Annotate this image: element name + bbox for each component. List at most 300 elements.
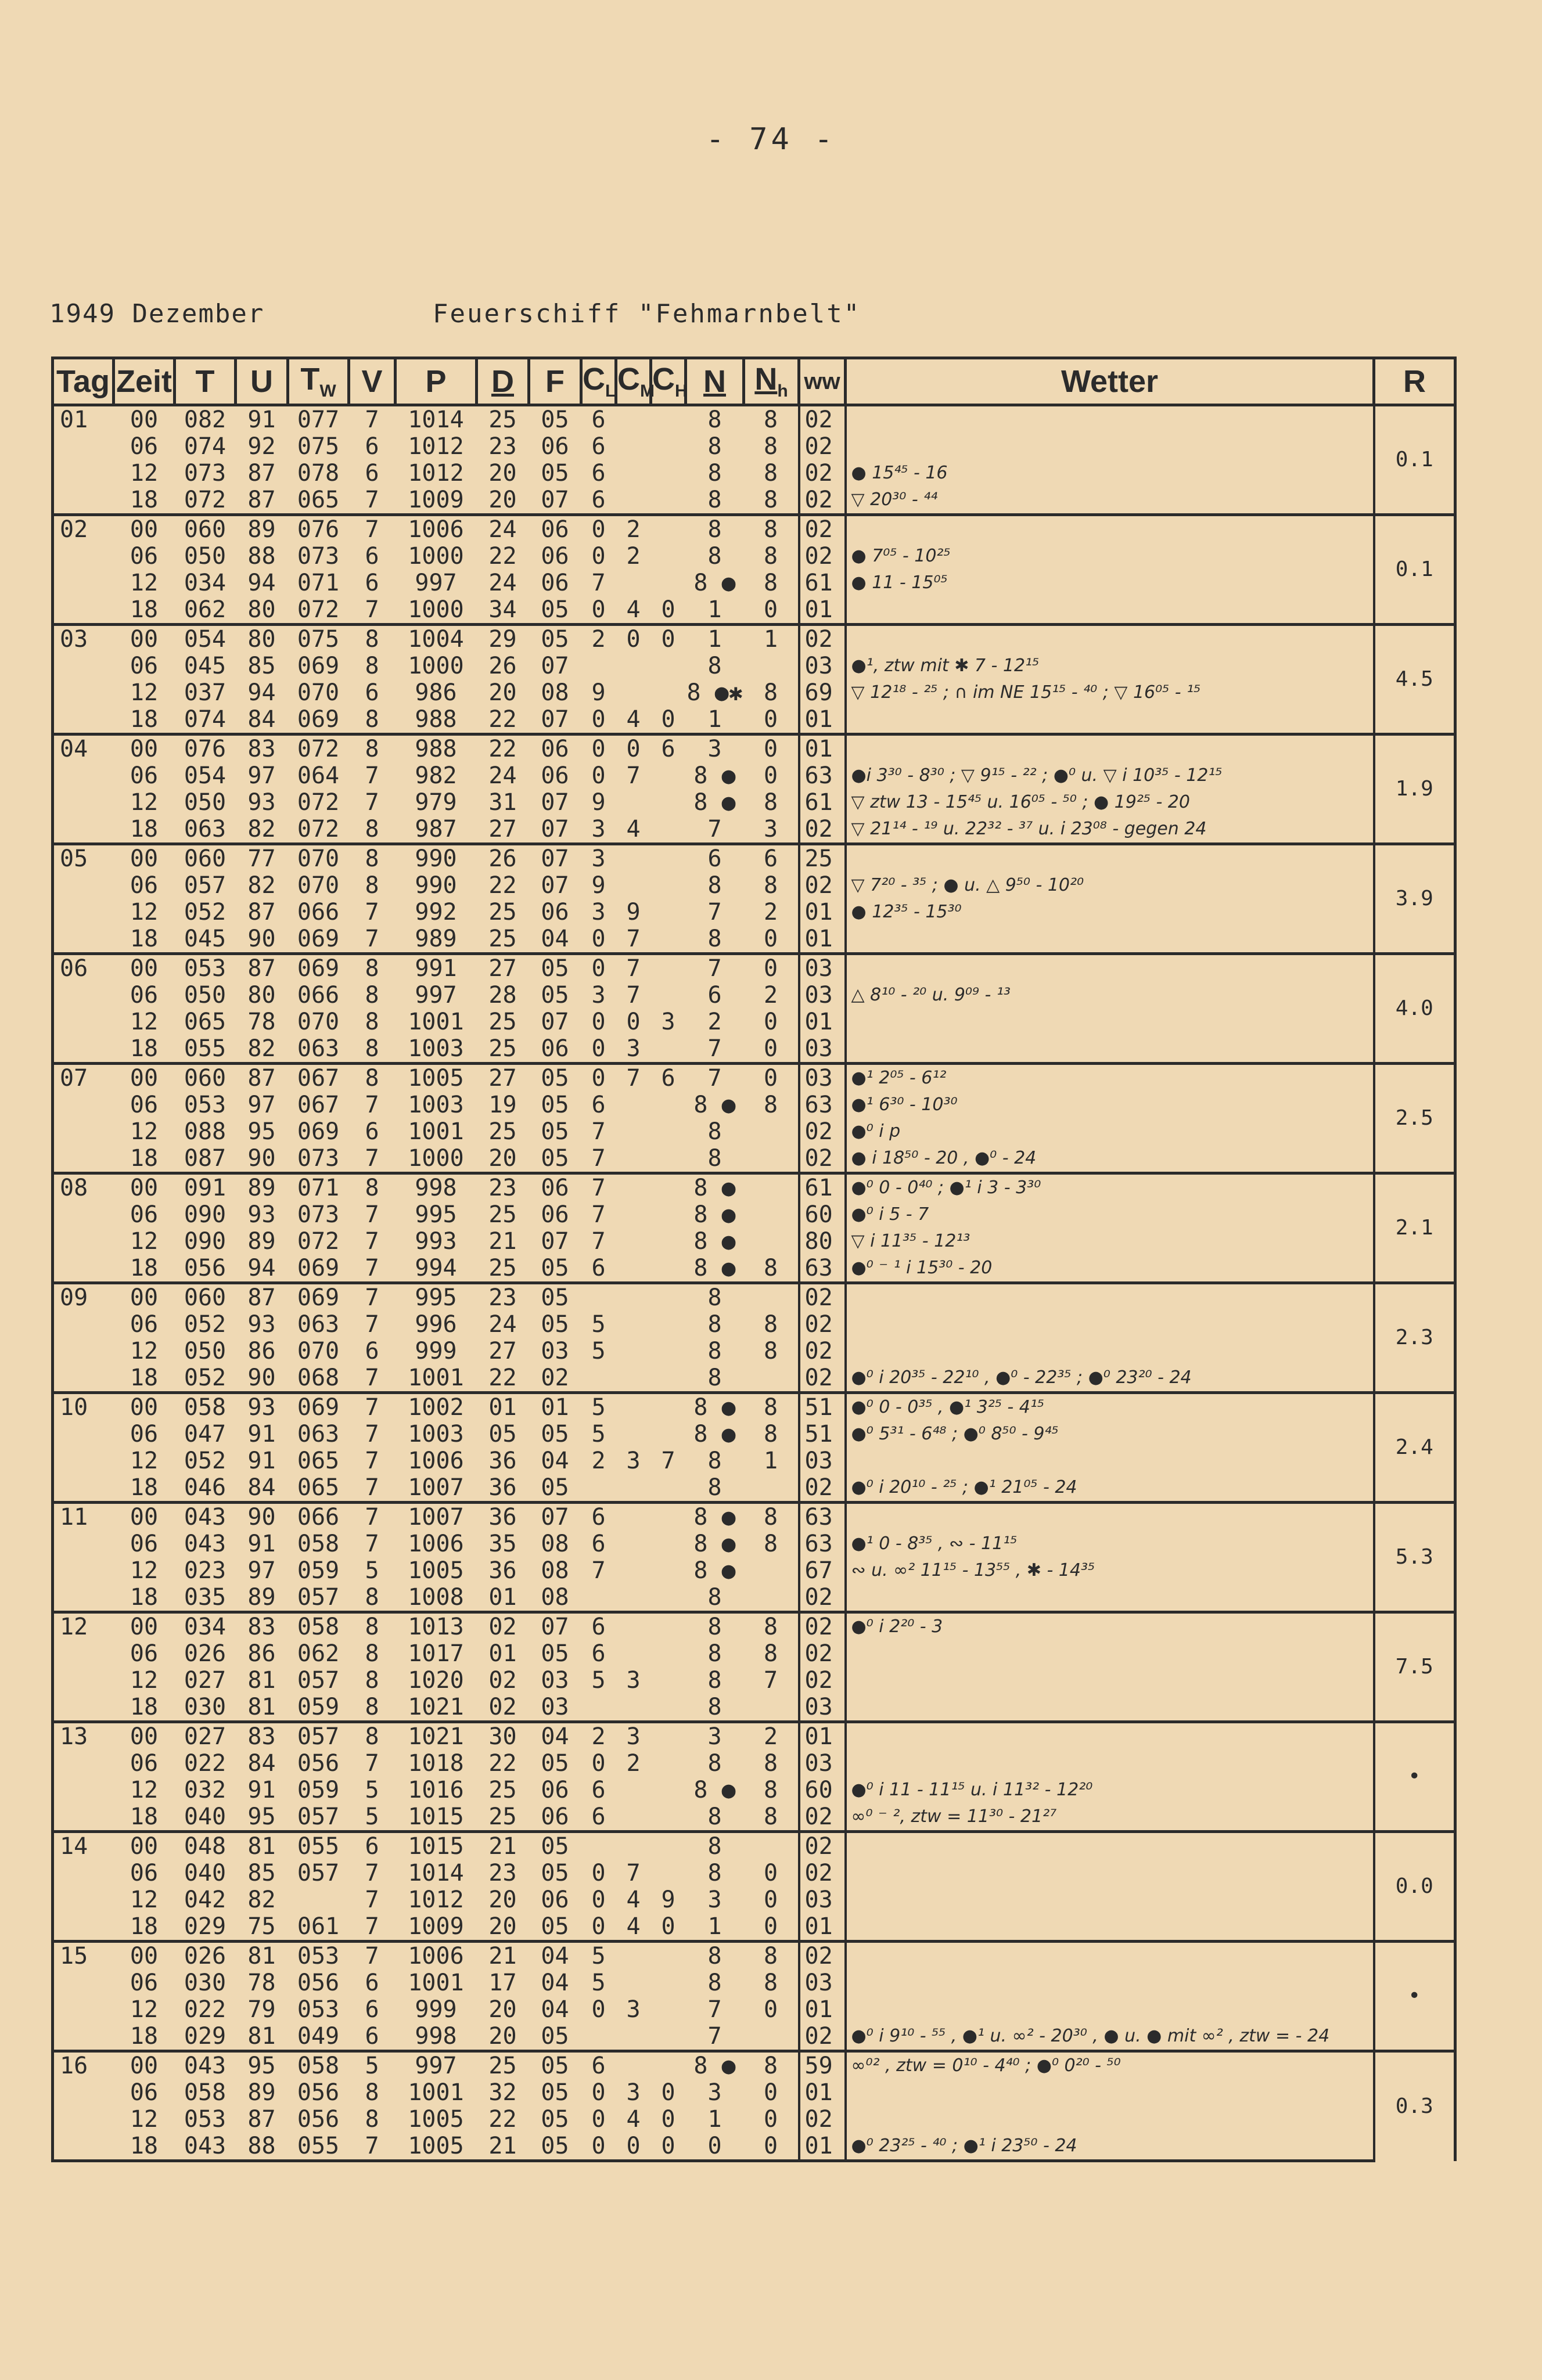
- cell-cl: 6: [591, 1777, 606, 1803]
- cell-n: 8: [707, 653, 722, 679]
- cell-zeit: 00: [114, 1942, 175, 1970]
- cell-u: 95: [236, 2051, 288, 2080]
- col-header-nh: $N_h$: [744, 358, 799, 405]
- cell-ww: 03: [799, 653, 846, 679]
- cell-f: 07: [541, 487, 569, 513]
- cell-wetter: [846, 1448, 1374, 1474]
- cell-tw: 066: [297, 899, 340, 926]
- cell-u: 81: [247, 1667, 276, 1694]
- cell-tw: 069: [297, 653, 340, 679]
- cell-d: 31: [488, 789, 517, 816]
- cell-cl: 0: [591, 2106, 606, 2133]
- cell-ww: 03: [799, 1694, 846, 1722]
- table-row: [53, 926, 1455, 954]
- cell-zeit: 18: [130, 1145, 159, 1172]
- table-row: [53, 1860, 1455, 1886]
- cell-t: 022: [184, 1750, 227, 1777]
- cell-cl: 7: [591, 1201, 606, 1228]
- cell-v: 7: [365, 487, 379, 513]
- cell-cl: [581, 653, 616, 679]
- cell-ww: 61: [799, 1173, 846, 1202]
- cell-f: 05: [541, 460, 569, 487]
- cell-f: 05: [541, 1474, 569, 1501]
- cell-n: 7: [686, 1064, 744, 1092]
- cell-tag: [53, 816, 114, 844]
- cell-cm: [616, 1145, 651, 1173]
- cell-v: 8: [365, 1640, 379, 1667]
- table-row: [53, 1503, 1455, 1531]
- cell-p: 1008: [408, 1584, 464, 1611]
- cell-zeit: 06: [130, 1201, 159, 1228]
- cell-v: 7: [365, 596, 379, 623]
- cell-wetter: [846, 1942, 1374, 1970]
- cell-wetter: ● 15⁴⁵ - 16: [846, 460, 1374, 487]
- cell-cm: [616, 1173, 651, 1202]
- cell-n: 1: [707, 2106, 722, 2133]
- cell-nh: [744, 653, 799, 679]
- cell-nh: [744, 1584, 799, 1612]
- cell-ww: 67: [799, 1557, 846, 1584]
- cell-t: 076: [175, 734, 236, 763]
- cell-wetter: ●⁰ i 20³⁵ - 22¹⁰ , ●⁰ - 22³⁵ ; ●⁰ 23²⁰ - 24: [846, 1364, 1374, 1393]
- cell-n: 3: [707, 1886, 722, 1913]
- cell-cm: [616, 1118, 651, 1145]
- cell-wetter: ●⁰ 0 - 0³⁵ , ●¹ 3²⁵ - 4¹⁵: [846, 1393, 1374, 1421]
- cell-tw: 058: [297, 1531, 340, 1557]
- cell-t: 088: [184, 1118, 227, 1145]
- cell-cm: 0: [616, 2133, 651, 2161]
- cell-v: 6: [365, 1338, 379, 1364]
- cell-t: 053: [184, 2106, 227, 2133]
- cell-tw: 059: [297, 1694, 340, 1720]
- cell-p: 1002: [396, 1393, 477, 1421]
- header-year-month: 1949 Dezember: [49, 299, 265, 329]
- cell-v: 6: [365, 2023, 379, 2050]
- cell-f: 05: [541, 1145, 569, 1172]
- cell-cl: 0: [591, 1886, 606, 1913]
- cell-zeit: 12: [130, 1667, 159, 1694]
- cell-t: 043: [175, 1503, 236, 1531]
- cell-v: 7: [365, 1145, 379, 1172]
- cell-v: 6: [349, 1832, 396, 1860]
- table-row: [53, 2023, 1455, 2051]
- cell-ch: [651, 1531, 686, 1557]
- cell-cm: 2: [616, 515, 651, 543]
- cell-cl: 5: [581, 1393, 616, 1421]
- cell-wetter: ●¹ 6³⁰ - 10³⁰: [846, 1092, 1374, 1118]
- cell-tag: [53, 1640, 114, 1667]
- cell-r: 5.3: [1374, 1503, 1455, 1612]
- cell-wetter: [846, 706, 1374, 734]
- cell-n: 8 ●: [686, 1393, 744, 1421]
- cell-u: 91: [236, 405, 288, 434]
- cell-cl: 9: [591, 872, 606, 899]
- cell-t: 050: [184, 1338, 227, 1364]
- cell-cl: 0: [591, 762, 606, 789]
- cell-zeit: 12: [130, 1009, 159, 1035]
- cell-ch: [651, 1640, 686, 1667]
- cell-wetter: ▽ i 11³⁵ - 12¹³: [846, 1228, 1374, 1255]
- cell-tw: 059: [297, 1777, 340, 1803]
- cell-cm: [616, 1969, 651, 1996]
- cell-ch: [651, 1503, 686, 1531]
- cell-tag: [53, 1338, 114, 1364]
- cell-ww: 02: [799, 487, 846, 515]
- cell-u: 87: [236, 954, 288, 982]
- table-row: [53, 1311, 1455, 1338]
- cell-ww: 01: [799, 926, 846, 954]
- cell-cm: 4: [626, 1913, 641, 1940]
- cell-ch: [651, 1421, 686, 1448]
- cell-tag: [53, 1474, 114, 1503]
- cell-cl: 5: [591, 1667, 606, 1694]
- cell-t: 027: [184, 1667, 227, 1694]
- cell-p: 1006: [396, 515, 477, 543]
- cell-n: 8: [707, 1640, 722, 1667]
- cell-v: 8: [365, 1035, 379, 1062]
- cell-v: 7: [365, 1474, 379, 1501]
- cell-d: 19: [488, 1092, 517, 1118]
- cell-v: 7: [349, 405, 396, 434]
- cell-nh: 0: [744, 734, 799, 763]
- cell-ch: [651, 1255, 686, 1283]
- cell-ww: 03: [799, 954, 846, 982]
- cell-nh: 0: [744, 1886, 799, 1913]
- cell-n: 8 ●: [686, 1173, 744, 1202]
- col-header-tw: $T_W$: [288, 358, 349, 405]
- cell-t: 050: [184, 789, 227, 816]
- cell-t: 063: [184, 816, 227, 842]
- cell-u: 79: [247, 1996, 276, 2023]
- cell-n: 8: [707, 1667, 722, 1694]
- cell-u: 94: [247, 1255, 276, 1281]
- cell-tag: [53, 2133, 114, 2161]
- cell-tag: [53, 1584, 114, 1612]
- cell-ww: 02: [799, 543, 846, 570]
- cell-u: 81: [236, 1942, 288, 1970]
- cell-n: 8 ●: [693, 1531, 736, 1557]
- cell-u: 93: [247, 1311, 276, 1338]
- cell-t: 023: [184, 1557, 227, 1584]
- cell-tw: 070: [288, 844, 349, 873]
- cell-wetter: [846, 954, 1374, 982]
- cell-ww: 51: [799, 1393, 846, 1421]
- cell-cm: [616, 872, 651, 899]
- cell-cl: 5: [591, 1311, 606, 1338]
- cell-n: 8 ●✱: [686, 679, 743, 706]
- cell-wetter: [846, 1996, 1374, 2023]
- cell-ch: 0: [661, 596, 675, 623]
- cell-cl: 5: [591, 1421, 606, 1448]
- cell-cm: 4: [626, 596, 641, 623]
- cell-d: 20: [488, 1145, 517, 1172]
- cell-p: 1003: [408, 1092, 464, 1118]
- cell-v: 8: [365, 2079, 379, 2106]
- table-row: [53, 1064, 1455, 1092]
- cell-tag: [53, 1092, 114, 1118]
- cell-tw: 077: [288, 405, 349, 434]
- table-row: [53, 1338, 1455, 1364]
- cell-f: 05: [541, 2106, 569, 2133]
- cell-f: 03: [541, 1667, 569, 1694]
- cell-n: 7: [707, 816, 722, 842]
- cell-cm: [616, 1311, 651, 1338]
- cell-nh: 8: [744, 2051, 799, 2080]
- cell-f: 05: [541, 1913, 569, 1940]
- cell-u: 87: [236, 1283, 288, 1312]
- cell-tw: 057: [288, 1722, 349, 1751]
- cell-nh: 0: [744, 1996, 799, 2023]
- cell-t: 043: [175, 2051, 236, 2080]
- cell-d: 25: [488, 1009, 517, 1035]
- table-row: [53, 515, 1455, 543]
- cell-cl: 3: [591, 982, 606, 1009]
- cell-wetter: ●⁰ i 20¹⁰ - ²⁵ ; ●¹ 21⁰⁵ - 24: [846, 1474, 1374, 1503]
- cell-ch: [651, 1201, 686, 1228]
- cell-cl: 0: [581, 1064, 616, 1092]
- cell-u: 87: [247, 899, 276, 926]
- cell-n: 8: [686, 1832, 744, 1860]
- cell-t: 060: [175, 844, 236, 873]
- cell-cm: 3: [626, 1996, 641, 2023]
- cell-zeit: 00: [114, 405, 175, 434]
- cell-cm: 7: [626, 1860, 641, 1886]
- cell-d: 01: [477, 1393, 529, 1421]
- cell-d: 30: [477, 1722, 529, 1751]
- cell-r: 2.5: [1374, 1064, 1455, 1173]
- cell-ch: 9: [661, 1886, 675, 1913]
- cell-n: 8: [707, 433, 722, 460]
- cell-tw: 063: [297, 1035, 340, 1062]
- cell-t: 026: [184, 1640, 227, 1667]
- cell-n: 8: [707, 1750, 722, 1777]
- cell-n: 8: [707, 1145, 722, 1172]
- cell-d: 27: [488, 1338, 517, 1364]
- cell-n: 1: [686, 625, 744, 653]
- cell-v: 7: [349, 1503, 396, 1531]
- table-row: [53, 543, 1455, 570]
- cell-n: 8: [707, 1474, 722, 1501]
- cell-n: 8 ●: [693, 1092, 736, 1118]
- table-row: [53, 1640, 1455, 1667]
- cell-cm: 7: [626, 926, 641, 952]
- cell-n: 1: [707, 596, 722, 623]
- cell-zeit: 00: [114, 844, 175, 873]
- header-ship-name: Feuerschiff "Fehmarnbelt": [433, 299, 861, 329]
- cell-u: 82: [247, 816, 276, 842]
- cell-d: 25: [488, 1201, 517, 1228]
- cell-cl: 7: [591, 1228, 606, 1255]
- cell-ww: 02: [799, 1474, 846, 1503]
- cell-u: 84: [247, 706, 276, 733]
- cell-ww: 03: [799, 1886, 846, 1913]
- cell-n: 8: [707, 487, 722, 513]
- cell-cl: 7: [591, 570, 606, 596]
- cell-d: 05: [488, 1421, 517, 1448]
- cell-p: 1000: [408, 653, 464, 679]
- cell-tw: 057: [297, 1860, 340, 1886]
- cell-tag: [53, 982, 114, 1009]
- cell-n: 3: [707, 2079, 722, 2106]
- cell-cl: 9: [591, 679, 606, 706]
- cell-u: 78: [247, 1009, 276, 1035]
- cell-f: 06: [541, 570, 569, 596]
- cell-d: 20: [488, 2023, 517, 2050]
- cell-ch: [651, 844, 686, 873]
- table-row: [53, 1228, 1455, 1255]
- col-header-ch: $C_H$: [651, 358, 686, 405]
- table-row: [53, 899, 1455, 926]
- cell-zeit: 00: [114, 1283, 175, 1312]
- col-header-r: R: [1374, 358, 1455, 405]
- cell-zeit: 18: [130, 1364, 159, 1391]
- cell-u: 93: [236, 1393, 288, 1421]
- cell-v: 7: [365, 1448, 379, 1474]
- cell-t: 052: [184, 1364, 227, 1391]
- cell-zeit: 12: [130, 570, 159, 596]
- cell-d: 26: [477, 844, 529, 873]
- cell-cm: 4: [626, 706, 641, 733]
- cell-wetter: ● i 18⁵⁰ - 20 , ●⁰ - 24: [846, 1145, 1374, 1173]
- cell-tw: 072: [297, 596, 340, 623]
- cell-f: 06: [541, 1803, 569, 1830]
- cell-zeit: 18: [130, 487, 159, 513]
- cell-zeit: 00: [114, 1832, 175, 1860]
- cell-ww: 02: [799, 625, 846, 653]
- cell-cl: [581, 1832, 616, 1860]
- cell-p: 1004: [396, 625, 477, 653]
- cell-zeit: 12: [130, 1886, 159, 1913]
- cell-t: 050: [184, 982, 227, 1009]
- cell-t: 073: [184, 460, 227, 487]
- cell-p: 991: [396, 954, 477, 982]
- cell-v: 6: [365, 679, 379, 706]
- col-header-f: F: [529, 358, 581, 405]
- cell-n: 2: [707, 1009, 722, 1035]
- cell-cl: 2: [591, 1448, 606, 1474]
- cell-f: 06: [529, 515, 581, 543]
- cell-u: 80: [247, 596, 276, 623]
- table-row: [53, 1777, 1455, 1803]
- table-row: [53, 2106, 1455, 2133]
- cell-f: 08: [541, 1557, 569, 1584]
- cell-ch: [651, 762, 686, 789]
- cell-t: 050: [184, 543, 227, 570]
- cell-f: 05: [541, 1640, 569, 1667]
- cell-u: 91: [247, 1448, 276, 1474]
- cell-tag: [53, 487, 114, 515]
- cell-u: 89: [236, 515, 288, 543]
- cell-d: 21: [488, 1228, 517, 1255]
- cell-f: 04: [541, 1996, 569, 2023]
- col-header-zeit: Zeit: [114, 358, 175, 405]
- cell-nh: [744, 1474, 799, 1503]
- cell-ww: 02: [799, 2106, 846, 2133]
- cell-zeit: 18: [130, 1474, 159, 1501]
- cell-tw: 055: [288, 1832, 349, 1860]
- cell-cm: [616, 1640, 651, 1667]
- cell-cm: 7: [616, 1064, 651, 1092]
- cell-d: 21: [477, 1832, 529, 1860]
- cell-d: 22: [488, 1364, 517, 1391]
- cell-tw: 072: [297, 1228, 340, 1255]
- cell-ch: [651, 1118, 686, 1145]
- cell-cl: 6: [581, 1503, 616, 1531]
- cell-cm: 7: [626, 762, 641, 789]
- cell-f: 06: [541, 1886, 569, 1913]
- cell-wetter: ●¹ 2⁰⁵ - 6¹²: [846, 1064, 1374, 1092]
- cell-r: 3.9: [1374, 844, 1455, 954]
- cell-p: 1012: [408, 460, 464, 487]
- cell-zeit: 06: [130, 872, 159, 899]
- cell-cl: [581, 1364, 616, 1393]
- cell-d: 25: [488, 899, 517, 926]
- cell-wetter: ▽ 7²⁰ - ³⁵ ; ● u. △ 9⁵⁰ - 10²⁰: [846, 872, 1374, 899]
- cell-d: 02: [488, 1694, 517, 1720]
- cell-v: 5: [365, 1777, 379, 1803]
- cell-tag: [53, 1145, 114, 1173]
- cell-n: 8: [686, 515, 744, 543]
- cell-u: 91: [247, 1421, 276, 1448]
- cell-cm: 0: [626, 1009, 641, 1035]
- cell-n: 8: [707, 1584, 722, 1611]
- cell-ch: [651, 1092, 686, 1118]
- cell-p: 1005: [408, 1557, 464, 1584]
- cell-ch: [651, 2051, 686, 2080]
- cell-cm: 2: [626, 543, 641, 570]
- cell-zeit: 12: [130, 1448, 159, 1474]
- cell-d: 35: [488, 1531, 517, 1557]
- cell-zeit: 12: [130, 1777, 159, 1803]
- cell-cm: 2: [626, 1750, 641, 1777]
- cell-cm: [616, 405, 651, 434]
- cell-f: 07: [541, 1228, 569, 1255]
- cell-d: 24: [477, 515, 529, 543]
- cell-d: 36: [488, 1474, 517, 1501]
- cell-wetter: [846, 1832, 1374, 1860]
- cell-tag: [53, 2023, 114, 2051]
- cell-nh: 6: [744, 844, 799, 873]
- cell-p: 1013: [396, 1612, 477, 1641]
- cell-p: 1016: [408, 1777, 464, 1803]
- cell-cl: [581, 1694, 616, 1722]
- cell-tag: [53, 2079, 114, 2106]
- cell-nh: 0: [744, 706, 799, 734]
- cell-ch: [651, 2023, 686, 2051]
- cell-f: 06: [541, 1035, 569, 1062]
- cell-p: 1001: [408, 1118, 464, 1145]
- col-header-v: V: [349, 358, 396, 405]
- cell-n: 7: [707, 1035, 722, 1062]
- cell-cl: 6: [591, 1255, 606, 1281]
- cell-nh: 2: [744, 982, 799, 1009]
- cell-f: 06: [541, 543, 569, 570]
- cell-d: 36: [488, 1557, 517, 1584]
- cell-tw: 070: [297, 1009, 340, 1035]
- cell-cl: 0: [591, 926, 606, 952]
- cell-ch: [651, 570, 686, 596]
- cell-cl: [581, 1283, 616, 1312]
- cell-v: 8: [365, 982, 379, 1009]
- cell-cl: 5: [591, 1969, 606, 1996]
- cell-n: 7: [707, 899, 722, 926]
- cell-p: 986: [415, 679, 457, 706]
- table-row: [53, 1996, 1455, 2023]
- cell-tw: 059: [297, 1557, 340, 1584]
- cell-d: 24: [488, 570, 517, 596]
- cell-u: 90: [236, 1503, 288, 1531]
- cell-ww: 02: [799, 1667, 846, 1694]
